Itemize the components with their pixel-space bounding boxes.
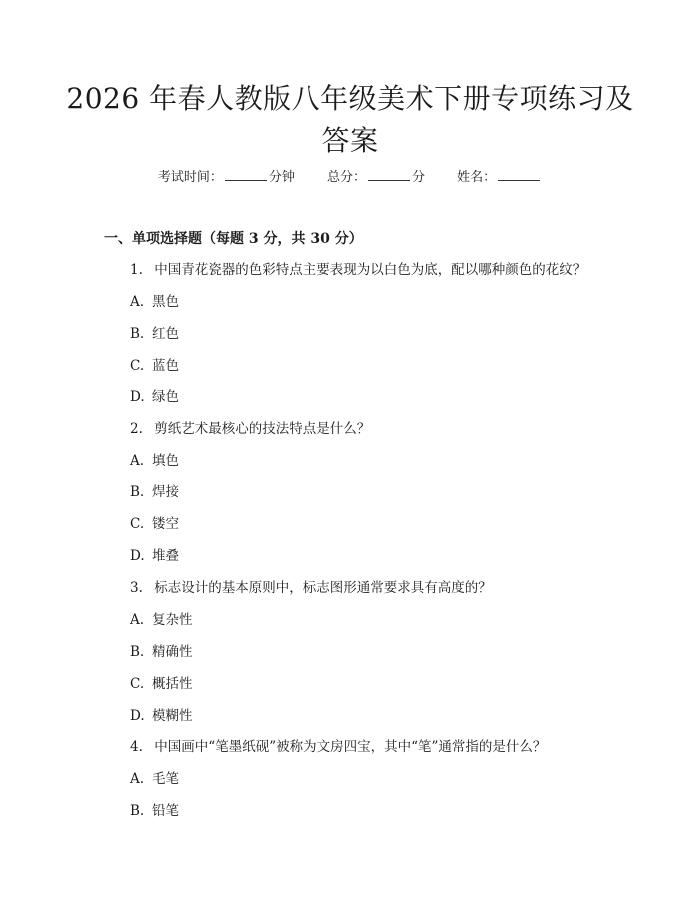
total-score-unit: 分 [412,170,426,185]
student-name-label: 姓名： [457,170,497,185]
option-letter: B. [130,803,145,819]
question-text: 剪纸艺术最核心的技法特点是什么？ [154,421,371,437]
document-title: 2026 年春人教版八年级美术下册专项练习及答案 [66,82,634,157]
option-text: 焊接 [152,484,179,500]
option-letter: A. [130,771,145,787]
option-text: 精确性 [152,644,193,660]
question-1-option-c [130,356,179,376]
option-text: 绿色 [152,389,179,405]
section-heading: 一、单项选择题（每题 3 分，共 30 分） [104,231,363,247]
question-4-option-b [130,801,179,821]
question-4 [130,737,546,757]
question-1-option-b [130,324,179,344]
option-text: 模糊性 [152,708,193,724]
question-number: 4. [130,739,143,755]
exam-time-blank[interactable] [225,168,267,181]
question-3-option-b [130,642,193,662]
exam-meta [0,168,700,188]
option-letter: C. [130,358,145,374]
option-text: 镂空 [152,516,179,532]
question-3-option-d [130,706,193,726]
question-number: 3. [130,580,143,596]
student-name-blank[interactable] [498,168,540,181]
option-text: 毛笔 [152,771,179,787]
question-2-option-a [130,451,179,471]
exam-time-unit: 分钟 [268,170,295,185]
option-text: 蓝色 [152,358,179,374]
option-letter: D. [130,708,145,724]
question-3 [130,578,492,598]
option-letter: A. [130,612,145,628]
option-text: 铅笔 [152,803,179,819]
question-text: 中国画中“笔墨纸砚”被称为文房四宝，其中“笔”通常指的是什么？ [154,739,547,755]
option-text: 概括性 [152,676,193,692]
option-letter: C. [130,676,145,692]
exam-time-field [158,168,295,188]
question-1-option-a [130,292,179,312]
exam-time-label: 考试时间： [157,170,223,185]
student-name-field [457,168,542,188]
option-letter: C. [130,516,145,532]
question-1-option-d [130,387,179,407]
option-letter: B. [130,644,145,660]
question-2 [130,419,370,439]
question-4-option-a [130,769,179,789]
question-2-option-d [130,546,179,566]
question-3-option-c [130,674,193,694]
question-3-option-a [130,610,193,630]
question-number: 2. [130,421,143,437]
option-text: 填色 [152,453,179,469]
option-letter: D. [130,389,145,405]
total-score-blank[interactable] [368,168,410,181]
question-number: 1. [130,262,143,278]
total-score-label: 总分： [326,170,366,185]
question-2-option-c [130,514,179,534]
question-text: 标志设计的基本原则中，标志图形通常要求具有高度的？ [154,580,492,596]
option-text: 黑色 [152,294,179,310]
option-letter: B. [130,484,145,500]
option-text: 红色 [152,326,179,342]
option-letter: A. [130,294,145,310]
option-letter: D. [130,548,145,564]
option-letter: B. [130,326,145,342]
option-letter: A. [130,453,145,469]
option-text: 复杂性 [152,612,193,628]
question-2-option-b [130,482,179,502]
total-score-field [327,168,425,188]
question-1 [130,260,586,280]
option-text: 堆叠 [152,548,179,564]
question-text: 中国青花瓷器的色彩特点主要表现为以白色为底，配以哪种颜色的花纹？ [154,262,587,278]
